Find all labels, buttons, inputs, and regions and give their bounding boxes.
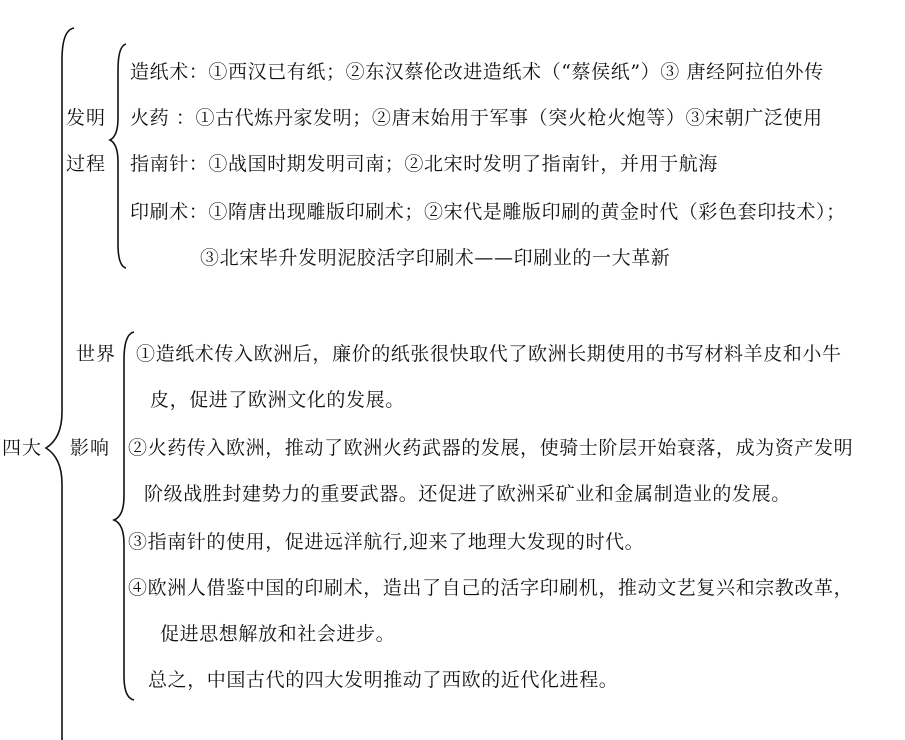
impact-label-line1: 世界 xyxy=(76,343,117,365)
impact-label-line2: 影响 xyxy=(70,437,111,459)
inventions-line-paper: 造纸术：①西汉已有纸；②东汉蔡伦改进造纸术（“蔡侯纸”）③ 唐经阿拉伯外传 xyxy=(130,61,824,83)
impact-line-printing-1: ④欧洲人借鉴中国的印刷术，造出了自己的活字印刷机，推动文艺复兴和宗教改革， xyxy=(128,577,854,599)
main-brace xyxy=(46,28,74,740)
inventions-label-line1: 发明 xyxy=(66,107,107,129)
inventions-label-line2: 过程 xyxy=(66,153,107,175)
root-label: 四大 xyxy=(2,437,43,459)
impact-line-paper-1: ①造纸术传入欧洲后，廉价的纸张很快取代了欧洲长期使用的书写材料羊皮和小牛 xyxy=(136,343,842,365)
impact-line-compass: ③指南针的使用，促进远洋航行,迎来了地理大发现的时代。 xyxy=(128,531,645,553)
inventions-brace xyxy=(110,44,126,268)
impact-brace xyxy=(114,332,134,700)
impact-line-gunpowder-1: ②火药传入欧洲，推动了欧洲火药武器的发展，使骑士阶层开始衰落，成为资产发明 xyxy=(128,437,854,459)
impact-line-printing-2: 促进思想解放和社会进步。 xyxy=(160,623,396,645)
inventions-line-compass: 指南针：①战国时期发明司南；②北宋时发明了指南针，并用于航海 xyxy=(130,153,719,175)
inventions-line-gunpowder: 火药 ：①古代炼丹家发明；②唐末始用于军事（突火枪火炮等）③宋朝广泛使用 xyxy=(130,107,823,129)
impact-line-paper-2: 皮，促进了欧洲文化的发展。 xyxy=(150,389,405,411)
impact-line-gunpowder-2: 阶级战胜封建势力的重要武器。还促进了欧洲采矿业和金属制造业的发展。 xyxy=(144,483,791,505)
inventions-line-printing: 印刷术：①隋唐出现雕版印刷术；②宋代是雕版印刷的黄金时代（彩色套印技术）； xyxy=(130,201,846,223)
impact-line-summary: 总之，中国古代的四大发明推动了西欧的近代化进程。 xyxy=(148,669,619,691)
inventions-line-movable-type: ③北宋毕升发明泥胶活字印刷术——印刷业的一大革新 xyxy=(200,247,671,269)
